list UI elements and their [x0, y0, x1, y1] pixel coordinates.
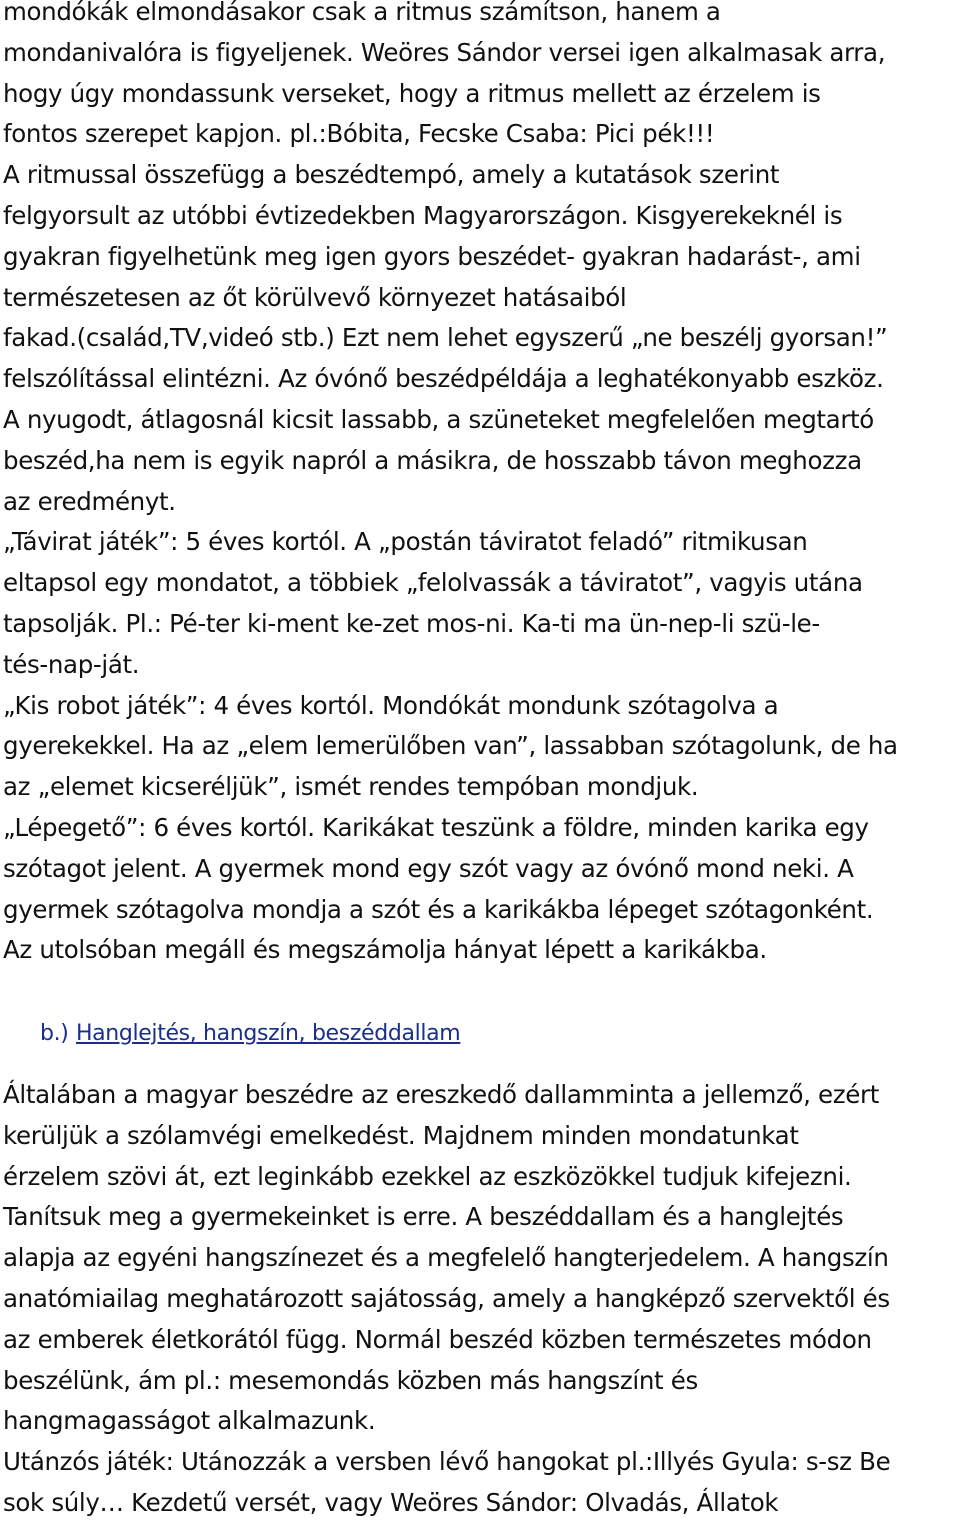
text-line: „Lépegető”: 6 éves kortól. Karikákat teszünk a földre, minden karika egy — [3, 812, 869, 842]
section-number: b.) — [40, 1021, 69, 1047]
document-page — [3, 0, 960, 1524]
text-line: felszólítással elintézni. Az óvónő beszédpéldája a leghatékonyabb eszköz. — [3, 364, 884, 394]
text-line: természetesen az őt körülvevő környezet hatásaiból — [3, 282, 627, 312]
text-line: alapja az egyéni hangszínezet és a megfelelő hangterjedelem. A hangszín — [3, 1243, 889, 1273]
text-line: mondókák elmondásakor csak a ritmus számítson, hanem a — [3, 0, 721, 26]
text-line: anatómiailag meghatározott sajátosság, amely a hangképző szervektől és — [3, 1283, 890, 1313]
section-b-heading — [3, 1012, 960, 1053]
text-line: az emberek életkorától függ. Normál beszéd közben természetes módon — [3, 1324, 872, 1354]
text-line: fakad.(család,TV,videó stb.) Ezt nem lehet egyszerű „ne beszélj gyorsan!” — [3, 323, 888, 353]
text-line: fontos szerepet kapjon. pl.:Bóbita, Fecske Csaba: Pici pék!!! — [3, 119, 715, 149]
text-line: „Kis robot játék”: 4 éves kortól. Mondókát mondunk szótagolva a — [3, 690, 779, 720]
text-line: beszéd,ha nem is egyik napról a másikra, de hosszabb távon meghozza — [3, 445, 862, 475]
text-line: Általában a magyar beszédre az ereszkedő dallamminta a jellemző, ezért — [3, 1079, 879, 1109]
text-line: mondanivalóra is figyeljenek. Weöres Sándor versei igen alkalmasak arra, — [3, 37, 886, 67]
text-line: A ritmussal összefügg a beszédtempó, amely a kutatások szerint — [3, 160, 780, 190]
text-line: tapsolják. Pl.: Pé-ter ki-ment ke-zet mos-ni. Ka-ti ma ün-nep-li szü-le- — [3, 608, 820, 638]
section-a-text — [3, 0, 960, 971]
text-line: gyerekekkel. Ha az „elem lemerülőben van”, lassabban szótagolunk, de ha — [3, 731, 898, 761]
text-line: Utánzós játék: Utánozzák a versben lévő hangokat pl.:Illyés Gyula: s-sz Be — [3, 1447, 891, 1477]
section-spacer — [3, 971, 960, 1012]
text-line: az eredményt. — [3, 486, 176, 516]
text-line: Az utolsóban megáll és megszámolja hányat lépett a karikákba. — [3, 935, 767, 965]
text-line: A nyugodt, átlagosnál kicsit lassabb, a szüneteket megfelelően megtartó — [3, 404, 874, 434]
text-line: „Távirat játék”: 5 éves kortól. A „postán táviratot feladó” ritmikusan — [3, 527, 808, 557]
text-line: hangmagasságot alkalmazunk. — [3, 1406, 376, 1436]
text-line: felgyorsult az utóbbi évtizedekben Magyarországon. Kisgyerekeknél is — [3, 200, 843, 230]
text-line: szótagot jelent. A gyermek mond egy szót vagy az óvónő mond neki. A — [3, 853, 854, 883]
text-line: gyermek szótagolva mondja a szót és a karikákba lépeget szótagonként. — [3, 894, 874, 924]
text-line: Tanítsuk meg a gyermekeinket is erre. A beszéddallam és a hanglejtés — [3, 1202, 844, 1232]
text-line: hogy úgy mondassunk verseket, hogy a ritmus mellett az érzelem is — [3, 78, 821, 108]
section-b-text — [3, 1075, 960, 1524]
text-line: érzelem szövi át, ezt leginkább ezekkel az eszközökkel tudjuk kifejezni. — [3, 1161, 852, 1191]
text-line: kerüljük a szólamvégi emelkedést. Majdnem minden mondatunkat — [3, 1120, 799, 1150]
text-line: eltapsol egy mondatot, a többiek „felolvassák a táviratot”, vagyis utána — [3, 568, 863, 598]
text-line: sok súly… Kezdetű versét, vagy Weöres Sándor: Olvadás, Állatok — [3, 1487, 779, 1517]
text-line: tés-nap-ját. — [3, 649, 140, 679]
text-line: gyakran figyelhetünk meg igen gyors beszédet- gyakran hadarást-, ami — [3, 241, 861, 271]
text-line: beszélünk, ám pl.: mesemondás közben más hangszínt és — [3, 1365, 698, 1395]
section-heading-link[interactable]: Hanglejtés, hangszín, beszéddallam — [75, 1021, 461, 1047]
text-line: az „elemet kicseréljük”, ismét rendes tempóban mondjuk. — [3, 772, 699, 802]
